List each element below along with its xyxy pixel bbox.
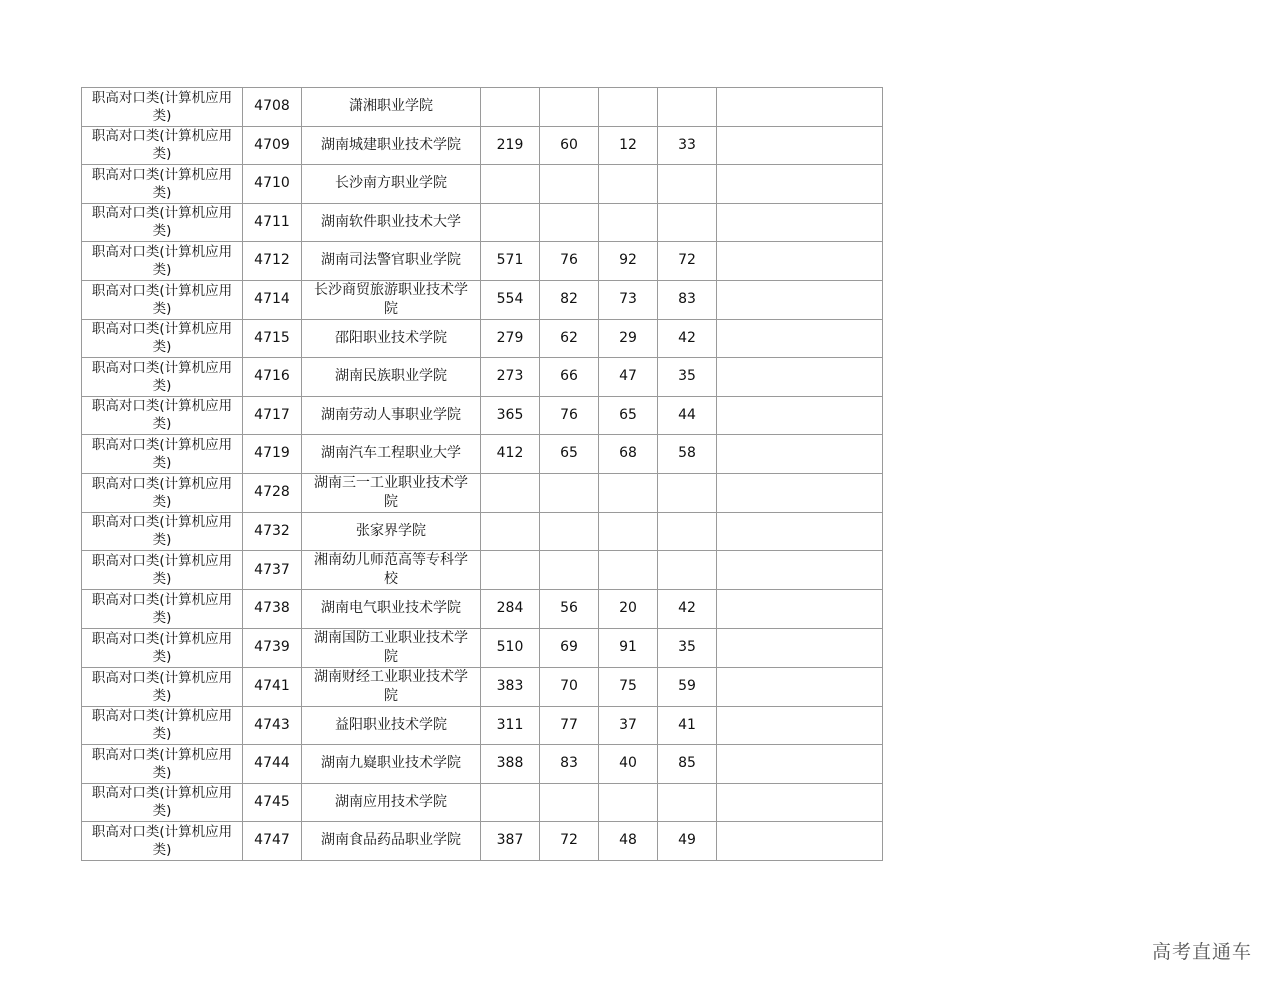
value-cell-2 — [540, 88, 599, 127]
value-cell-2: 83 — [540, 745, 599, 784]
value-cell-4 — [658, 203, 717, 242]
table-row — [82, 822, 883, 861]
category-cell: 职高对口类(计算机应用类) — [82, 280, 243, 319]
school-code-cell: 4741 — [243, 667, 302, 706]
category-cell: 职高对口类(计算机应用类) — [82, 783, 243, 822]
value-cell-2 — [540, 473, 599, 512]
value-cell-4: 44 — [658, 396, 717, 435]
value-cell-3: 92 — [599, 242, 658, 281]
school-name-cell: 邵阳职业技术学院 — [302, 319, 481, 358]
category-cell: 职高对口类(计算机应用类) — [82, 473, 243, 512]
table-row — [82, 203, 883, 242]
value-cell-1: 388 — [481, 745, 540, 784]
table-row — [82, 706, 883, 745]
value-cell-2: 62 — [540, 319, 599, 358]
table-row — [82, 126, 883, 165]
value-cell-1: 273 — [481, 358, 540, 397]
school-name-cell: 湖南应用技术学院 — [302, 783, 481, 822]
value-cell-2 — [540, 783, 599, 822]
value-cell-1 — [481, 551, 540, 590]
value-cell-1 — [481, 88, 540, 127]
table-row — [82, 88, 883, 127]
category-cell: 职高对口类(计算机应用类) — [82, 126, 243, 165]
value-cell-4: 59 — [658, 667, 717, 706]
school-code-cell: 4743 — [243, 706, 302, 745]
value-cell-1: 510 — [481, 628, 540, 667]
value-cell-4: 49 — [658, 822, 717, 861]
school-name-cell: 湖南劳动人事职业学院 — [302, 396, 481, 435]
value-cell-4: 35 — [658, 358, 717, 397]
value-cell-3: 40 — [599, 745, 658, 784]
value-cell-3: 73 — [599, 280, 658, 319]
value-cell-1 — [481, 165, 540, 204]
table-body — [82, 88, 883, 861]
category-cell: 职高对口类(计算机应用类) — [82, 667, 243, 706]
school-name-cell: 湘南幼儿师范高等专科学校 — [302, 551, 481, 590]
value-cell-4: 42 — [658, 590, 717, 629]
category-cell: 职高对口类(计算机应用类) — [82, 242, 243, 281]
school-name-cell: 湖南财经工业职业技术学院 — [302, 667, 481, 706]
value-cell-3 — [599, 203, 658, 242]
value-cell-2: 70 — [540, 667, 599, 706]
school-code-cell: 4712 — [243, 242, 302, 281]
value-cell-2: 69 — [540, 628, 599, 667]
value-cell-4: 58 — [658, 435, 717, 474]
value-cell-4: 83 — [658, 280, 717, 319]
school-code-cell: 4744 — [243, 745, 302, 784]
note-cell — [717, 551, 883, 590]
value-cell-3 — [599, 165, 658, 204]
category-cell: 职高对口类(计算机应用类) — [82, 745, 243, 784]
value-cell-2: 72 — [540, 822, 599, 861]
table-row — [82, 783, 883, 822]
value-cell-1: 284 — [481, 590, 540, 629]
school-code-cell: 4708 — [243, 88, 302, 127]
school-name-cell: 湖南软件职业技术大学 — [302, 203, 481, 242]
category-cell: 职高对口类(计算机应用类) — [82, 628, 243, 667]
value-cell-3: 37 — [599, 706, 658, 745]
note-cell — [717, 745, 883, 784]
value-cell-1: 412 — [481, 435, 540, 474]
table-row — [82, 512, 883, 551]
value-cell-1: 311 — [481, 706, 540, 745]
value-cell-2: 76 — [540, 242, 599, 281]
value-cell-2: 77 — [540, 706, 599, 745]
value-cell-1: 554 — [481, 280, 540, 319]
category-cell: 职高对口类(计算机应用类) — [82, 319, 243, 358]
note-cell — [717, 126, 883, 165]
school-code-cell: 4745 — [243, 783, 302, 822]
note-cell — [717, 628, 883, 667]
category-cell: 职高对口类(计算机应用类) — [82, 165, 243, 204]
note-cell — [717, 319, 883, 358]
note-cell — [717, 706, 883, 745]
value-cell-2: 76 — [540, 396, 599, 435]
value-cell-1: 571 — [481, 242, 540, 281]
school-name-cell: 潇湘职业学院 — [302, 88, 481, 127]
value-cell-4 — [658, 551, 717, 590]
value-cell-3: 47 — [599, 358, 658, 397]
value-cell-4: 72 — [658, 242, 717, 281]
school-name-cell: 湖南国防工业职业技术学院 — [302, 628, 481, 667]
table-row — [82, 396, 883, 435]
note-cell — [717, 358, 883, 397]
value-cell-4: 33 — [658, 126, 717, 165]
value-cell-3: 29 — [599, 319, 658, 358]
note-cell — [717, 280, 883, 319]
value-cell-3 — [599, 783, 658, 822]
school-name-cell: 湖南九嶷职业技术学院 — [302, 745, 481, 784]
note-cell — [717, 396, 883, 435]
value-cell-4 — [658, 88, 717, 127]
school-code-cell: 4715 — [243, 319, 302, 358]
value-cell-3: 91 — [599, 628, 658, 667]
table-row — [82, 165, 883, 204]
school-code-cell: 4728 — [243, 473, 302, 512]
school-code-cell: 4709 — [243, 126, 302, 165]
school-code-cell: 4717 — [243, 396, 302, 435]
category-cell: 职高对口类(计算机应用类) — [82, 822, 243, 861]
value-cell-4: 41 — [658, 706, 717, 745]
note-cell — [717, 165, 883, 204]
value-cell-1 — [481, 783, 540, 822]
table-row — [82, 590, 883, 629]
note-cell — [717, 512, 883, 551]
school-code-cell: 4714 — [243, 280, 302, 319]
value-cell-1 — [481, 473, 540, 512]
category-cell: 职高对口类(计算机应用类) — [82, 358, 243, 397]
value-cell-4 — [658, 783, 717, 822]
value-cell-2 — [540, 512, 599, 551]
school-code-cell: 4739 — [243, 628, 302, 667]
category-cell: 职高对口类(计算机应用类) — [82, 396, 243, 435]
school-code-cell: 4747 — [243, 822, 302, 861]
table-row — [82, 473, 883, 512]
value-cell-2 — [540, 165, 599, 204]
note-cell — [717, 203, 883, 242]
value-cell-2: 82 — [540, 280, 599, 319]
school-name-cell: 湖南城建职业技术学院 — [302, 126, 481, 165]
value-cell-1 — [481, 512, 540, 551]
school-name-cell: 湖南电气职业技术学院 — [302, 590, 481, 629]
value-cell-3 — [599, 551, 658, 590]
school-name-cell: 湖南民族职业学院 — [302, 358, 481, 397]
table-row — [82, 242, 883, 281]
value-cell-4 — [658, 512, 717, 551]
school-code-cell: 4716 — [243, 358, 302, 397]
note-cell — [717, 435, 883, 474]
category-cell: 职高对口类(计算机应用类) — [82, 512, 243, 551]
school-code-cell: 4710 — [243, 165, 302, 204]
value-cell-4: 35 — [658, 628, 717, 667]
school-code-cell: 4732 — [243, 512, 302, 551]
table-row — [82, 319, 883, 358]
value-cell-4: 85 — [658, 745, 717, 784]
value-cell-4 — [658, 165, 717, 204]
value-cell-3: 48 — [599, 822, 658, 861]
value-cell-3: 65 — [599, 396, 658, 435]
school-name-cell: 长沙南方职业学院 — [302, 165, 481, 204]
school-name-cell: 长沙商贸旅游职业技术学院 — [302, 280, 481, 319]
value-cell-3: 20 — [599, 590, 658, 629]
note-cell — [717, 783, 883, 822]
category-cell: 职高对口类(计算机应用类) — [82, 706, 243, 745]
value-cell-1: 383 — [481, 667, 540, 706]
value-cell-1: 387 — [481, 822, 540, 861]
school-name-cell: 湖南司法警官职业学院 — [302, 242, 481, 281]
value-cell-3: 68 — [599, 435, 658, 474]
school-code-cell: 4738 — [243, 590, 302, 629]
note-cell — [717, 242, 883, 281]
school-code-cell: 4719 — [243, 435, 302, 474]
table-row — [82, 628, 883, 667]
category-cell: 职高对口类(计算机应用类) — [82, 88, 243, 127]
school-code-cell: 4711 — [243, 203, 302, 242]
value-cell-1: 219 — [481, 126, 540, 165]
value-cell-1: 365 — [481, 396, 540, 435]
note-cell — [717, 822, 883, 861]
category-cell: 职高对口类(计算机应用类) — [82, 590, 243, 629]
value-cell-1 — [481, 203, 540, 242]
table-row — [82, 551, 883, 590]
admission-score-table — [81, 87, 883, 861]
school-name-cell: 湖南汽车工程职业大学 — [302, 435, 481, 474]
table-row — [82, 745, 883, 784]
table-row — [82, 280, 883, 319]
category-cell: 职高对口类(计算机应用类) — [82, 203, 243, 242]
school-code-cell: 4737 — [243, 551, 302, 590]
note-cell — [717, 590, 883, 629]
value-cell-3 — [599, 512, 658, 551]
table-row — [82, 667, 883, 706]
value-cell-2 — [540, 551, 599, 590]
table-row — [82, 435, 883, 474]
school-name-cell: 益阳职业技术学院 — [302, 706, 481, 745]
value-cell-4 — [658, 473, 717, 512]
value-cell-3: 75 — [599, 667, 658, 706]
value-cell-2: 66 — [540, 358, 599, 397]
note-cell — [717, 667, 883, 706]
value-cell-3 — [599, 88, 658, 127]
category-cell: 职高对口类(计算机应用类) — [82, 551, 243, 590]
value-cell-3 — [599, 473, 658, 512]
note-cell — [717, 473, 883, 512]
value-cell-4: 42 — [658, 319, 717, 358]
school-name-cell: 张家界学院 — [302, 512, 481, 551]
value-cell-2: 65 — [540, 435, 599, 474]
school-name-cell: 湖南食品药品职业学院 — [302, 822, 481, 861]
table-row — [82, 358, 883, 397]
watermark-text: 高考直通车 — [1151, 941, 1252, 963]
category-cell: 职高对口类(计算机应用类) — [82, 435, 243, 474]
value-cell-2: 56 — [540, 590, 599, 629]
school-name-cell: 湖南三一工业职业技术学院 — [302, 473, 481, 512]
note-cell — [717, 88, 883, 127]
value-cell-3: 12 — [599, 126, 658, 165]
value-cell-1: 279 — [481, 319, 540, 358]
value-cell-2: 60 — [540, 126, 599, 165]
value-cell-2 — [540, 203, 599, 242]
